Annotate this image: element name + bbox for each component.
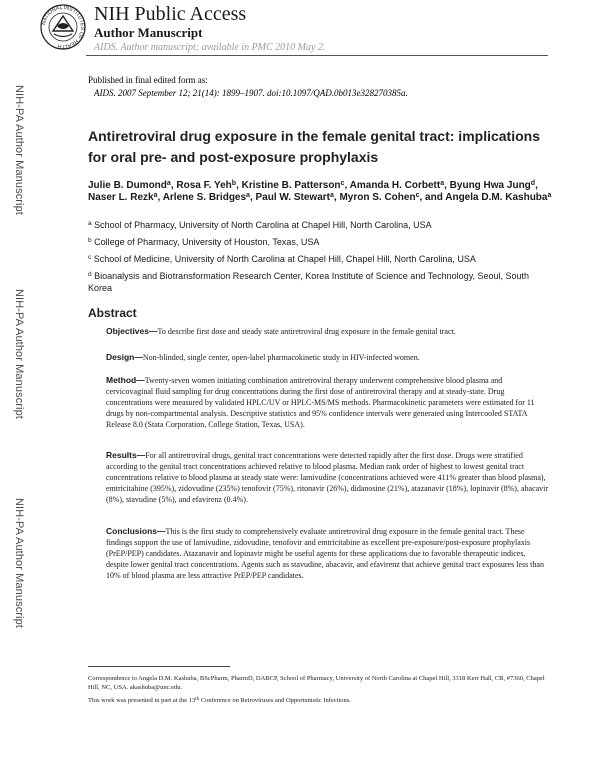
- logo-ring-text: NATIONAL INSTITUTES OF HEALTH: [41, 4, 86, 50]
- availability-note: AIDS. Author manuscript; available in PMC 2010 May 2.: [94, 42, 326, 53]
- author: Angela D.M. Kashuba: [445, 192, 548, 203]
- correspondence-footnote: Correspondence to Angela D.M. Kashuba, BScPharm, PharmD, DABCP, School of Pharmacy, University of North Carolina at Chapel Hill, 3318 Kerr Hall, CB, #7360, Chapel Hill, NC, USA. akashuba@unc.edu.: [88, 675, 545, 691]
- abstract-results: Results—For all antiretroviral drugs, genital tract concentrations were detected rapidly after the first dose. Drugs were stratified according to the genital tract concentrations achieved relative to blood plasma. Median rank order of highest to lowest genital tract concentrations relative to blood plasma at steady state were: lamivudine (concentrations achieved were 411% greater than blood plasma), emtricitabine (395%), zidovudine (235%) tenofovir (75%), ritonavir (26%), didanosine (21%), atazanavir (18%), lopinavir (8%), abacavir (8%), stavudine (5%), and efavirenz (0.4%).: [106, 450, 549, 504]
- presentation-footnote: This work was presented in part at the 13th Conference on Retroviruses and Opportunistic Infections.: [88, 697, 351, 704]
- abstract-design: Design—Non-blinded, single center, open-label pharmacokinetic study in HIV-infected women.: [106, 352, 420, 362]
- nih-public-access-title: NIH Public Access: [94, 3, 247, 25]
- author: Amanda H. Corbett: [349, 180, 441, 191]
- side-banner: NIH-PA Author Manuscript: [13, 498, 25, 628]
- published-in-label: Published in final edited form as:: [88, 75, 208, 85]
- abstract-conclusions: Conclusions—This is the first study to comprehensively evaluate antiretroviral drug exposure in the female genital tract. These findings support the use of lamivudine, zidovudine, tenofovir and emtricitabine as excellent pre-exposure/post-exposure prophylaxis (PrEP/PEP) candidates. Atazanavir and lopinavir might be useful agents for these applications due to favorable therapeutic indices, despite lower genital tract concentrations. Agents such as stavudine, abacavir, and efavirenz that achieve genital tract exposures less than 10% of blood plasma are less attractive PrEP/PEP candidates.: [106, 526, 544, 580]
- author: Julie B. Dumond: [88, 180, 167, 191]
- author: Naser L. Rezk: [88, 192, 154, 203]
- author: Arlene S. Bridges: [162, 192, 247, 203]
- abstract-heading: Abstract: [88, 306, 137, 320]
- author: Kristine B. Patterson: [241, 180, 341, 191]
- affiliation: $^d$ Bioanalysis and Biotransformation Research Center, Korea Institute of Science and Technology, Seoul, South Korea: [88, 271, 530, 293]
- author: Paul W. Stewart: [255, 192, 330, 203]
- side-banner: NIH-PA Author Manuscript: [13, 289, 25, 419]
- affiliation: $^a$ School of Pharmacy, University of North Carolina at Chapel Hill, North Carolina, USA: [88, 220, 432, 230]
- author: Rosa F. Yeh: [176, 180, 232, 191]
- author: Myron S. Cohen: [339, 192, 416, 203]
- citation: AIDS. 2007 September 12; 21(14): 1899–1907. doi:10.1097/QAD.0b013e328270385a.: [94, 88, 408, 98]
- affiliation: $^c$ School of Medicine, University of North Carolina at Chapel Hill, Chapel Hill, North Carolina, USA: [88, 254, 476, 264]
- abstract-method: Method—Twenty-seven women initiating combination antiretroviral therapy underwent comprehensive blood plasma and cervicovaginal fluid sampling for drug concentrations during the first dose of antiretroviral therapy and at steady-state. Drug concentrations were measured by validated HPLC/UV or HPLC-MS/MS methods. Pharmacokinetic parameters were estimated for 11 drugs by non-compartmental analysis. Descriptive statistics and 95% confidence intervals were generated using Intercooled STATA Release 8.0 (Stata Corporation, College Station, Texas, USA).: [106, 375, 535, 429]
- side-banner: NIH-PA Author Manuscript: [13, 85, 25, 215]
- author-manuscript-label: Author Manuscript: [94, 25, 203, 40]
- footnote-rule: [88, 666, 230, 667]
- article-title: Antiretroviral drug exposure in the female genital tract: implications for oral pre- and post-exposure prophylaxis: [88, 128, 540, 165]
- nih-logo: [40, 4, 86, 50]
- author: Byung Hwa Jung: [449, 180, 531, 191]
- abstract-objectives: Objectives—To describe first dose and steady state antiretroviral drug exposure in the female genital tract.: [106, 326, 456, 336]
- affiliation: $^b$ College of Pharmacy, University of Houston, Texas, USA: [88, 237, 320, 247]
- header-rule: [86, 55, 548, 56]
- author-list: Julie B. Dumond$^a$, Rosa F. Yeh$^b$, Kristine B. Patterson$^c$, Amanda H. Corbett$^a$, Byung Hwa Jung$^d$, Naser L. Rezk$^a$, Arlene S. Bridges$^a$, Paul W. Stewart$^a$, Myron S. Cohen$^c$, and Angela D.M. Kashuba$^a$: [88, 180, 552, 203]
